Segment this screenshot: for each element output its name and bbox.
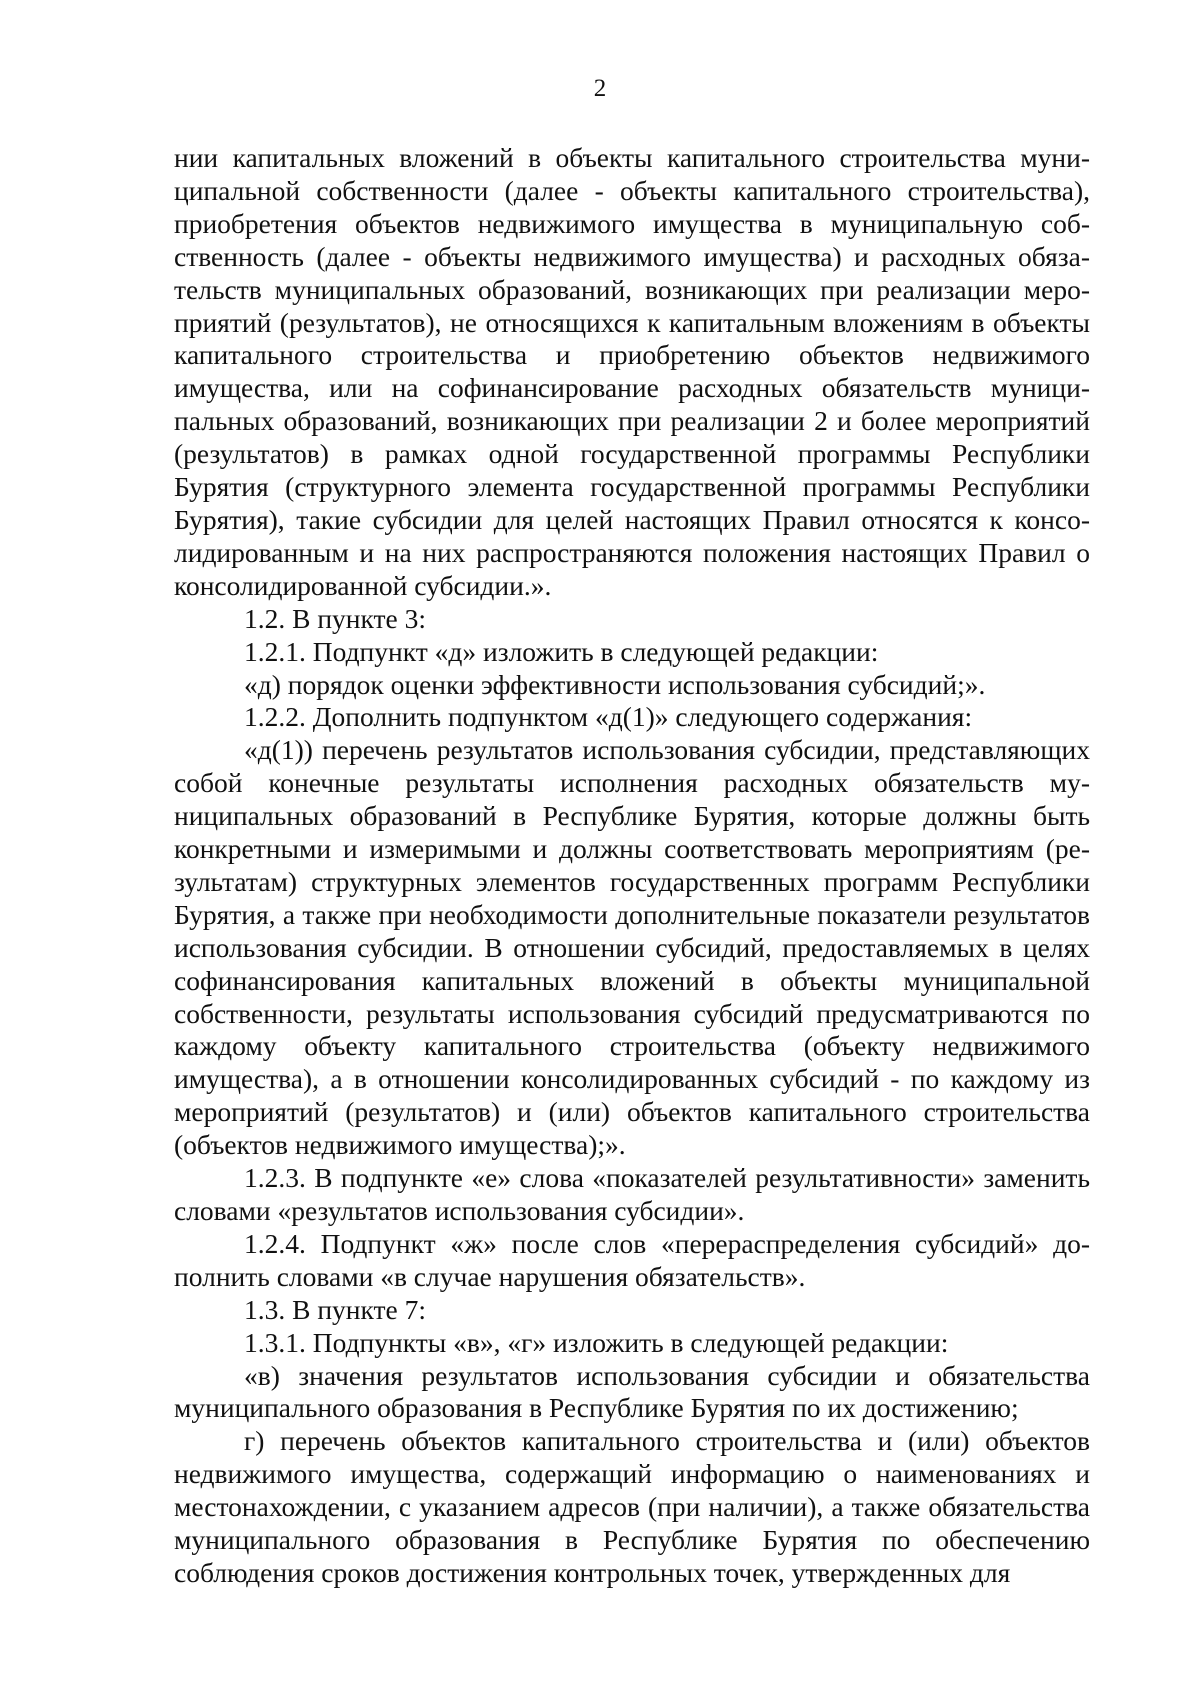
paragraph-subitem-d: «д) порядок оценки эффективности использования субсидий;». (244, 668, 986, 700)
paragraph-1-3-1: 1.3.1. Подпункты «в», «г» изложить в следующей редакции: (244, 1326, 949, 1358)
paragraph-1-3: 1.3. В пункте 7: (244, 1293, 427, 1325)
page-number: 2 (593, 75, 607, 102)
paragraph-1-2-1: 1.2.1. Подпункт «д» изложить в следующей редакции: (244, 635, 879, 667)
paragraph-1-2-2: 1.2.2. Дополнить подпунктом «д(1)» следующего содержания: (244, 701, 973, 733)
paragraph-subitem-d1: «д(1)) перечень результатов использования субсидии, представляющих собой конечные результаты исполнения расходных обязательств муниципальных образований в Республике Бурятия, которые должны быть конкретными и измеримыми и должны соответствовать мероприятиям (результатам) структурных элементов государственных программ Республики Бурятия, а также при необходимости дополнительные показатели результатов использования субсидии. В отношении субсидий, предоставляемых в целях софинансирования капитальных вложений в объекты муниципальной собственности, результаты использования субсидий предусматриваются по каждому объекту капитального строительства (объекту недвижимого имущества), а в отношении консолидированных субсидий - по каждому из мероприятий (результатов) и (или) объектов капитального строительства (объектов недвижимого имущества);». (174, 734, 1090, 1161)
paragraph-subitem-v: «в) значения результатов использования субсидии и обязательства муниципального образования в Республике Бурятия по их достижению; (174, 1359, 1090, 1424)
paragraph-subitem-g: г) перечень объектов капитального строительства и (или) объектов недвижимого имущества, содержащий информацию о наименованиях и местонахождении, с указанием адресов (при наличии), а также обязательства муниципального образования в Республике Бурятия по обеспечению соблюдения сроков достижения контрольных точек, утвержденных для (174, 1425, 1090, 1588)
paragraph-1-2-3: 1.2.3. В подпункте «е» слова «показателей результативности» заменить словами «результатов использования субсидии». (174, 1162, 1090, 1226)
paragraph-1-2-4: 1.2.4. Подпункт «ж» после слов «перераспределения субсидий» дополнить словами «в случае нарушения обязательств». (174, 1227, 1090, 1292)
paragraph-1-2: 1.2. В пункте 3: (244, 602, 427, 634)
document-body (174, 142, 1090, 1590)
paragraph-continuation: нии капитальных вложений в объекты капитального строительства муниципальной собственности (далее - объекты капитального строительства), приобретения объектов недвижимого имущества в муниципальную собственность (далее - объекты недвижимого имущества) и расходных обязательств муниципальных образований, возникающих при реализации мероприятий (результатов), не относящихся к капитальным вложениям в объекты капитального строительства и приобретению объектов недвижимого имущества, или на софинансирование расходных обязательств муниципальных образований, возникающих при реализации 2 и более мероприятий (результатов) в рамках одной государственной программы Республики Бурятия (структурного элемента государственной программы Республики Бурятия), такие субсидии для целей настоящих Правил относятся к консолидированным и на них распространяются положения настоящих Правил о консолидированной субсидии.». (174, 142, 1090, 601)
